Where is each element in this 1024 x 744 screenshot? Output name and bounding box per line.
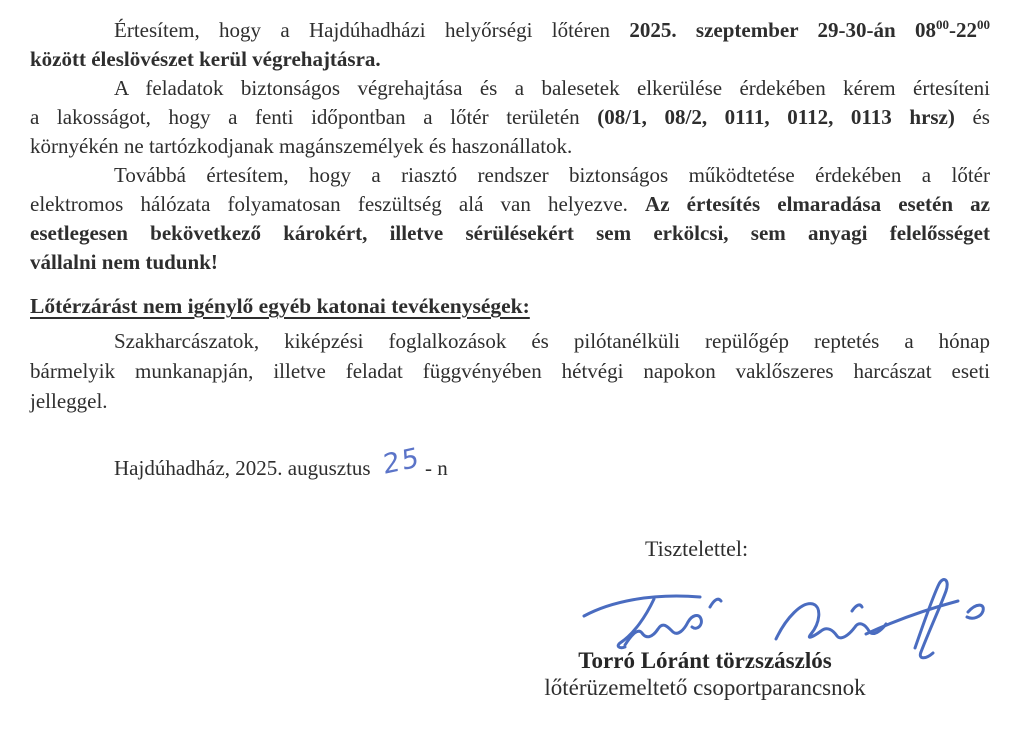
body-text: Szakharcászatok, kiképzési foglalkozások és pilótanélküli repülőgép reptetés a hónap bbox=[114, 329, 990, 353]
signer-title: lőtérüzemeltető csoportparancsnok bbox=[544, 675, 866, 700]
body-text: A feladatok biztonságos végrehajtása és a balesetek elkerülése érdekében kérem értesíteni bbox=[114, 76, 990, 100]
text-line bbox=[30, 356, 990, 386]
superscript-time: 00 bbox=[976, 17, 990, 32]
letter-body bbox=[30, 16, 990, 483]
text-line bbox=[30, 219, 990, 248]
handwritten-day: 25 bbox=[381, 441, 422, 482]
body-text-bold: Az értesítés elmaradása esetén az bbox=[645, 192, 991, 216]
text-line bbox=[30, 161, 990, 190]
body-text-bold: -22 bbox=[948, 18, 977, 42]
body-text: a lakosságot, hogy a fenti időpontban a lőtér területén bbox=[30, 105, 598, 129]
body-text: környékén ne tartózkodjanak magánszemélyek és haszonállatok. bbox=[30, 134, 573, 158]
section-heading bbox=[30, 291, 990, 321]
paragraph-alarm-system bbox=[30, 161, 990, 277]
paragraph-other-activities bbox=[30, 326, 990, 416]
text-line bbox=[30, 103, 990, 132]
text-line bbox=[30, 386, 990, 416]
closing-salutation: Tisztelettel: bbox=[645, 536, 749, 561]
body-text: jelleggel. bbox=[30, 389, 108, 413]
body-text-bold: között éleslövészet kerül végrehajtásra. bbox=[30, 47, 381, 71]
dateline-suffix: - n bbox=[424, 456, 448, 480]
text-line bbox=[30, 16, 990, 45]
body-text: Továbbá értesítem, hogy a riasztó rendszer biztonságos működtetése érdekében a lőtér bbox=[114, 163, 990, 187]
text-line bbox=[30, 45, 990, 74]
body-text: Értesítem, hogy a Hajdúhadházi helyőrségi lőtéren bbox=[114, 18, 630, 42]
paragraph-live-fire-notice bbox=[30, 16, 990, 74]
paragraph-safety-notice bbox=[30, 74, 990, 161]
text-line bbox=[30, 326, 990, 356]
superscript-time: 00 bbox=[935, 17, 949, 32]
dateline bbox=[30, 441, 990, 483]
text-line bbox=[30, 132, 990, 161]
body-text-bold: 2025. szeptember 29-30-án 08 bbox=[629, 18, 936, 42]
signer-name: Torró Lóránt törzszászlós bbox=[578, 648, 832, 673]
body-text-bold: vállalni nem tudunk! bbox=[30, 250, 218, 274]
dateline-place-date: Hajdúhadház, 2025. augusztus bbox=[114, 456, 371, 480]
body-text-bold: esetlegesen bekövetkező károkért, illetve sérülésekért sem erkölcsi, sem anyagi felelősséget bbox=[30, 221, 990, 245]
section-heading-text: Lőtérzárást nem igénylő egyéb katonai tevékenységek: bbox=[30, 294, 530, 318]
text-line bbox=[30, 74, 990, 103]
body-text: elektromos hálózata folyamatosan feszültség alá van helyezve. bbox=[30, 192, 646, 216]
body-text-bold: (08/1, 08/2, 0111, 0112, 0113 hrsz) bbox=[597, 105, 955, 129]
body-text: bármelyik munkanapján, illetve feladat függvényében hétvégi napokon vaklőszeres harcászat eseti bbox=[30, 359, 990, 383]
text-line bbox=[30, 248, 990, 277]
text-line bbox=[30, 190, 990, 219]
body-text: és bbox=[954, 105, 990, 129]
